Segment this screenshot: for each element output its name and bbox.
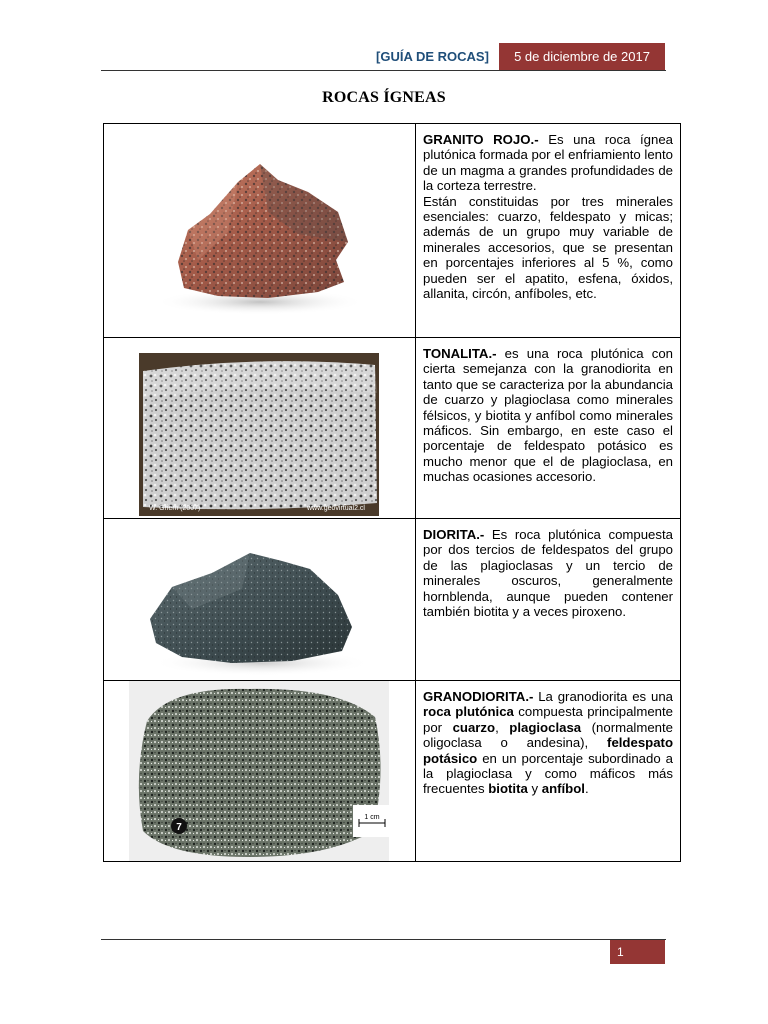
- image-cell: [104, 519, 416, 681]
- table-row: [104, 124, 681, 338]
- rock-description-segment: compuesta principalmente por: [423, 704, 673, 735]
- rock-description-segment: cuarzo: [452, 719, 496, 735]
- rock-description: Están constituidas por tres minerales esenciales: cuarzo, feldespato y micas; además de un grupo muy variable de minerales accesorios, que se presentan en porcentajes inferiores al 5 %, como pueden ser el apatito, esfena, óxidos, allanita, circón, anfíboles, etc.: [423, 193, 673, 302]
- specimen-number: 7: [176, 822, 182, 833]
- date-badge: 5 de diciembre de 2017: [499, 43, 665, 70]
- header-divider: [101, 70, 666, 71]
- granodiorite-rock-photo: [129, 681, 389, 861]
- rock-description-segment: (normalmente oligoclasa o andesina),: [423, 719, 673, 751]
- image-cell: [104, 681, 416, 862]
- table-row: [104, 681, 681, 862]
- image-cell: [104, 124, 416, 338]
- image-credit-right: www.geovirtual2.cl: [307, 505, 365, 512]
- rock-name: DIORITA.-: [423, 527, 485, 542]
- image-cell: [104, 338, 416, 519]
- table-row: [104, 338, 681, 519]
- image-credit-left: W. Griem (2007): [149, 505, 201, 512]
- rocks-table: [103, 123, 681, 862]
- rock-name: GRANITO ROJO.-: [423, 132, 539, 147]
- rock-description: es una roca plutónica con cierta semejanza con la granodiorita en tanto que se caracteriza por la abundancia de cuarzo y plagioclasa como minerales félsicos, y biotita y anfíbol como minerales máficos. Sin embargo, en este caso el porcentaje de feldespato potásico es mucho menor que el de plagioclasa, en muchas ocasiones accesorio.: [423, 346, 673, 485]
- red-granite-rock-photo: [148, 142, 370, 324]
- rock-name: TONALITA.-: [423, 346, 497, 361]
- rock-description-segment: biotita: [488, 781, 528, 797]
- description-cell: [416, 519, 681, 681]
- description-cell: [416, 681, 681, 862]
- footer-divider: [101, 939, 666, 940]
- rock-description-segment: roca plutónica: [423, 704, 514, 720]
- rock-description-segment: .: [584, 781, 589, 797]
- rock-description-segment: feldespato potásico: [423, 735, 673, 766]
- rock-description-segment: ,: [495, 719, 510, 735]
- description-cell: [416, 124, 681, 338]
- table-row: [104, 519, 681, 681]
- guide-title: [GUÍA DE ROCAS]: [376, 49, 489, 64]
- rock-description: Es roca plutónica compuesta por dos tercios de feldespatos del grupo de las plagioclasas y un tercio de minerales oscuros, generalmente hornblenda, aunque pueden contener también biotita y a veces piroxeno.: [423, 527, 673, 620]
- rock-description: Es una roca ígnea plutónica formada por el enfriamiento lento de un magma a grandes profundidades de la corteza terrestre.: [423, 132, 673, 194]
- scale-label: 1 cm: [364, 814, 380, 821]
- page-header: [0, 43, 768, 71]
- rock-description-segment: anfíbol: [541, 781, 585, 797]
- description-cell: [416, 338, 681, 519]
- rock-description-segment: y: [527, 781, 542, 797]
- tonalite-rock-photo: [139, 353, 379, 516]
- document-title: ROCAS ÍGNEAS: [322, 89, 446, 106]
- rock-description-segment: La granodiorita es una: [538, 689, 673, 704]
- rock-description-segment: plagioclasa: [509, 719, 582, 735]
- rock-description-segment: en un porcentaje subordinado a la plagioclasa y como máficos más frecuentes: [423, 750, 673, 797]
- rock-name: GRANODIORITA.-: [423, 689, 534, 704]
- diorite-rock-photo: [142, 539, 372, 679]
- page-number: 1: [610, 940, 665, 964]
